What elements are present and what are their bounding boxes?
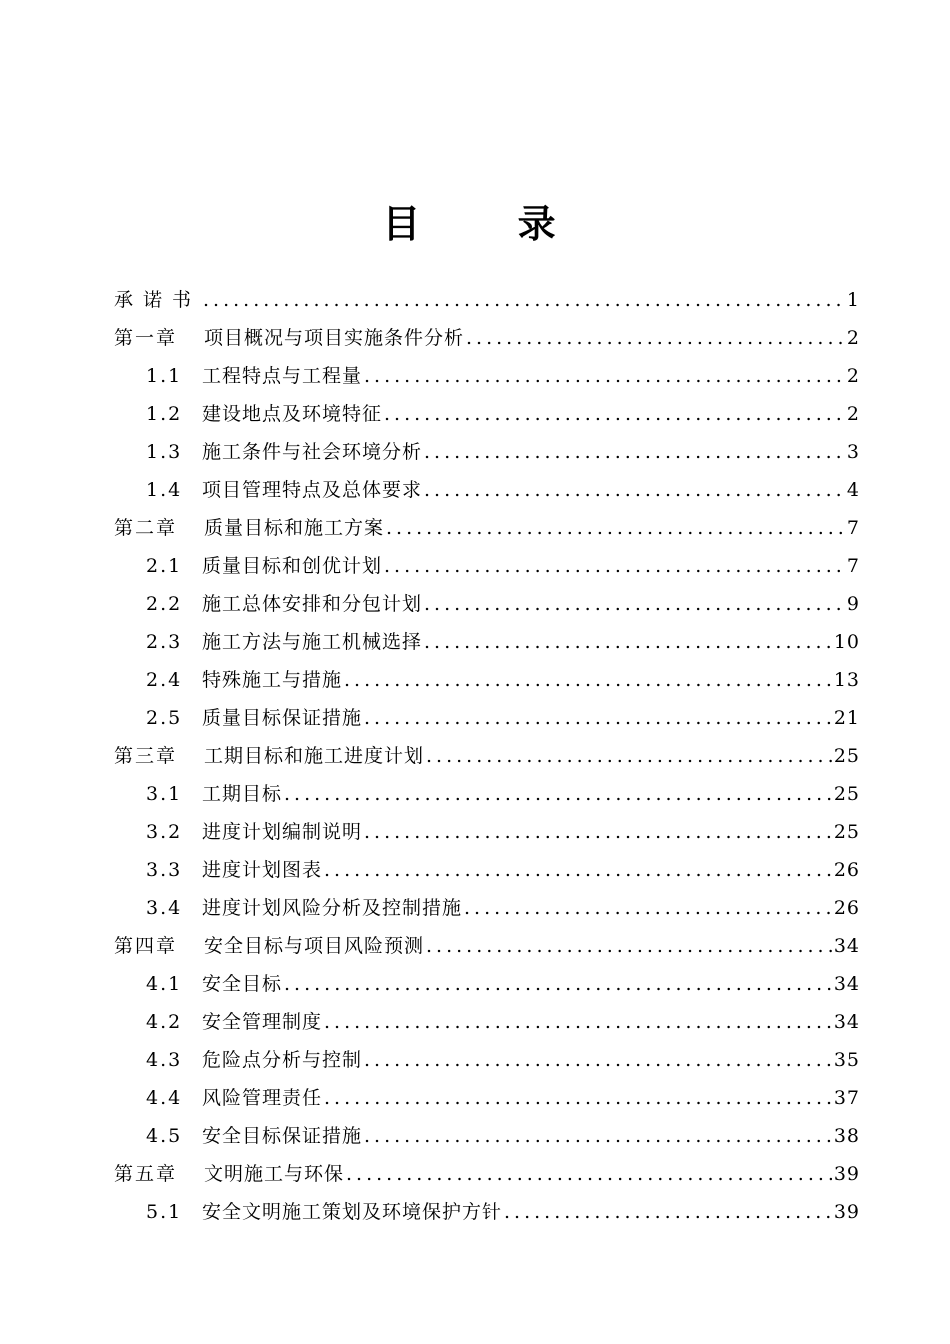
toc-entry-page-number: 1 [846, 289, 860, 311]
toc-entry-number: 4.4 [146, 1087, 183, 1109]
toc-entry-page-number: 34 [833, 973, 860, 995]
toc-entry[interactable] [114, 889, 860, 927]
toc-entry-number: 3.1 [146, 783, 183, 805]
toc-entry-page-number: 2 [846, 327, 860, 349]
toc-entry-title: 危险点分析与控制 [202, 1049, 363, 1071]
toc-list [114, 281, 860, 1231]
toc-entry-title: 质量目标和施工方案 [204, 517, 385, 539]
toc-entry-title: 进度计划风险分析及控制措施 [202, 897, 463, 919]
toc-entry-title: 工程特点与工程量 [202, 365, 363, 387]
toc-dot-leader [346, 1155, 832, 1193]
toc-entry-page-number: 34 [833, 935, 860, 957]
toc-entry[interactable] [114, 357, 860, 395]
toc-entry[interactable] [114, 547, 860, 585]
toc-title: 目 录 [382, 201, 598, 246]
toc-entry[interactable] [114, 1155, 860, 1193]
toc-entry[interactable] [114, 851, 860, 889]
toc-entry[interactable] [114, 1079, 860, 1117]
toc-entry-title: 风险管理责任 [202, 1087, 323, 1109]
toc-entry-number: 1.3 [146, 441, 183, 463]
toc-entry[interactable] [114, 433, 860, 471]
toc-entry-page-number: 34 [833, 1011, 860, 1033]
toc-dot-leader [466, 319, 845, 357]
toc-entry[interactable] [114, 623, 860, 661]
toc-dot-leader [424, 585, 845, 623]
toc-entry[interactable] [114, 1041, 860, 1079]
toc-entry-page-number: 25 [833, 821, 860, 843]
toc-dot-leader [324, 1079, 832, 1117]
toc-entry-title: 施工总体安排和分包计划 [202, 593, 423, 615]
toc-entry[interactable] [114, 585, 860, 623]
toc-entry[interactable] [114, 319, 860, 357]
toc-entry[interactable] [114, 1003, 860, 1041]
toc-entry[interactable] [114, 471, 860, 509]
toc-dot-leader [386, 509, 845, 547]
toc-entry-title: 建设地点及环境特征 [202, 403, 383, 425]
toc-entry-number: 4.3 [146, 1049, 183, 1071]
toc-entry-page-number: 2 [846, 403, 860, 425]
toc-entry[interactable] [114, 509, 860, 547]
toc-entry-title: 安全目标与项目风险预测 [204, 935, 425, 957]
toc-entry-page-number: 3 [846, 441, 860, 463]
toc-entry-page-number: 37 [833, 1087, 860, 1109]
toc-entry-title: 特殊施工与措施 [202, 669, 343, 691]
toc-entry-title: 进度计划图表 [202, 859, 323, 881]
toc-entry-title: 项目管理特点及总体要求 [202, 479, 423, 501]
toc-dot-leader [384, 547, 845, 585]
toc-entry-number: 第一章 [114, 327, 178, 349]
toc-entry-page-number: 35 [833, 1049, 860, 1071]
toc-entry-number: 2.5 [146, 707, 183, 729]
toc-entry-title: 工期目标 [202, 783, 283, 805]
toc-entry-title: 承诺书 [114, 289, 202, 311]
toc-entry-number: 第二章 [114, 517, 178, 539]
toc-entry-page-number: 2 [846, 365, 860, 387]
toc-dot-leader [424, 623, 832, 661]
toc-entry-title: 质量目标保证措施 [202, 707, 363, 729]
toc-entry-title: 安全文明施工策划及环境保护方针 [202, 1201, 503, 1223]
toc-entry-number: 5.1 [146, 1201, 183, 1223]
toc-dot-leader [364, 699, 832, 737]
toc-dot-leader [324, 851, 832, 889]
toc-entry-number: 3.4 [146, 897, 183, 919]
toc-entry-number: 3.2 [146, 821, 183, 843]
toc-dot-leader [384, 395, 845, 433]
toc-entry[interactable] [114, 927, 860, 965]
toc-entry-page-number: 7 [846, 555, 860, 577]
toc-entry-number: 3.3 [146, 859, 183, 881]
toc-entry[interactable] [114, 775, 860, 813]
toc-entry-title: 文明施工与环保 [204, 1163, 345, 1185]
toc-entry-number: 2.1 [146, 555, 183, 577]
toc-entry-title: 进度计划编制说明 [202, 821, 363, 843]
toc-entry-number: 第五章 [114, 1163, 178, 1185]
toc-entry-number: 4.2 [146, 1011, 183, 1033]
toc-entry-page-number: 4 [846, 479, 860, 501]
toc-dot-leader [284, 965, 832, 1003]
toc-entry-title: 安全目标保证措施 [202, 1125, 363, 1147]
toc-entry-number: 1.1 [146, 365, 183, 387]
toc-entry-page-number: 26 [833, 897, 860, 919]
toc-entry-title: 工期目标和施工进度计划 [204, 745, 425, 767]
toc-entry-page-number: 13 [833, 669, 860, 691]
toc-dot-leader [426, 737, 832, 775]
toc-entry[interactable] [114, 281, 860, 319]
toc-entry-page-number: 26 [833, 859, 860, 881]
toc-entry-number: 第三章 [114, 745, 178, 767]
toc-entry-title: 安全管理制度 [202, 1011, 323, 1033]
toc-entry-number: 1.2 [146, 403, 183, 425]
toc-dot-leader [284, 775, 832, 813]
toc-entry-page-number: 39 [833, 1201, 860, 1223]
toc-dot-leader [364, 1041, 832, 1079]
toc-entry-page-number: 21 [833, 707, 860, 729]
toc-dot-leader [424, 471, 845, 509]
toc-entry-number: 第四章 [114, 935, 178, 957]
toc-entry-page-number: 9 [846, 593, 860, 615]
toc-dot-leader [203, 281, 845, 319]
toc-entry-page-number: 39 [833, 1163, 860, 1185]
toc-entry[interactable] [114, 813, 860, 851]
toc-dot-leader [424, 433, 845, 471]
toc-entry-title: 项目概况与项目实施条件分析 [204, 327, 465, 349]
toc-dot-leader [344, 661, 832, 699]
toc-entry[interactable] [114, 661, 860, 699]
toc-entry[interactable] [114, 737, 860, 775]
toc-entry-page-number: 25 [833, 745, 860, 767]
toc-entry[interactable] [114, 1117, 860, 1155]
toc-entry-page-number: 10 [833, 631, 860, 653]
toc-dot-leader [426, 927, 832, 965]
toc-entry[interactable] [114, 395, 860, 433]
toc-dot-leader [324, 1003, 832, 1041]
toc-entry-number: 4.1 [146, 973, 183, 995]
toc-entry-title: 安全目标 [202, 973, 283, 995]
toc-entry-title: 质量目标和创优计划 [202, 555, 383, 577]
toc-dot-leader [464, 889, 832, 927]
toc-dot-leader [364, 1117, 832, 1155]
toc-dot-leader [364, 813, 832, 851]
toc-dot-leader [504, 1193, 832, 1231]
toc-entry-number: 2.4 [146, 669, 183, 691]
toc-entry[interactable] [114, 699, 860, 737]
toc-entry-page-number: 38 [833, 1125, 860, 1147]
toc-entry-page-number: 25 [833, 783, 860, 805]
toc-entry-number: 2.3 [146, 631, 183, 653]
toc-entry-page-number: 7 [846, 517, 860, 539]
toc-dot-leader [364, 357, 845, 395]
toc-entry-number: 2.2 [146, 593, 183, 615]
toc-entry[interactable] [114, 965, 860, 1003]
toc-entry[interactable] [114, 1193, 860, 1231]
toc-entry-title: 施工方法与施工机械选择 [202, 631, 423, 653]
toc-entry-number: 1.4 [146, 479, 183, 501]
toc-entry-title: 施工条件与社会环境分析 [202, 441, 423, 463]
toc-entry-number: 4.5 [146, 1125, 183, 1147]
